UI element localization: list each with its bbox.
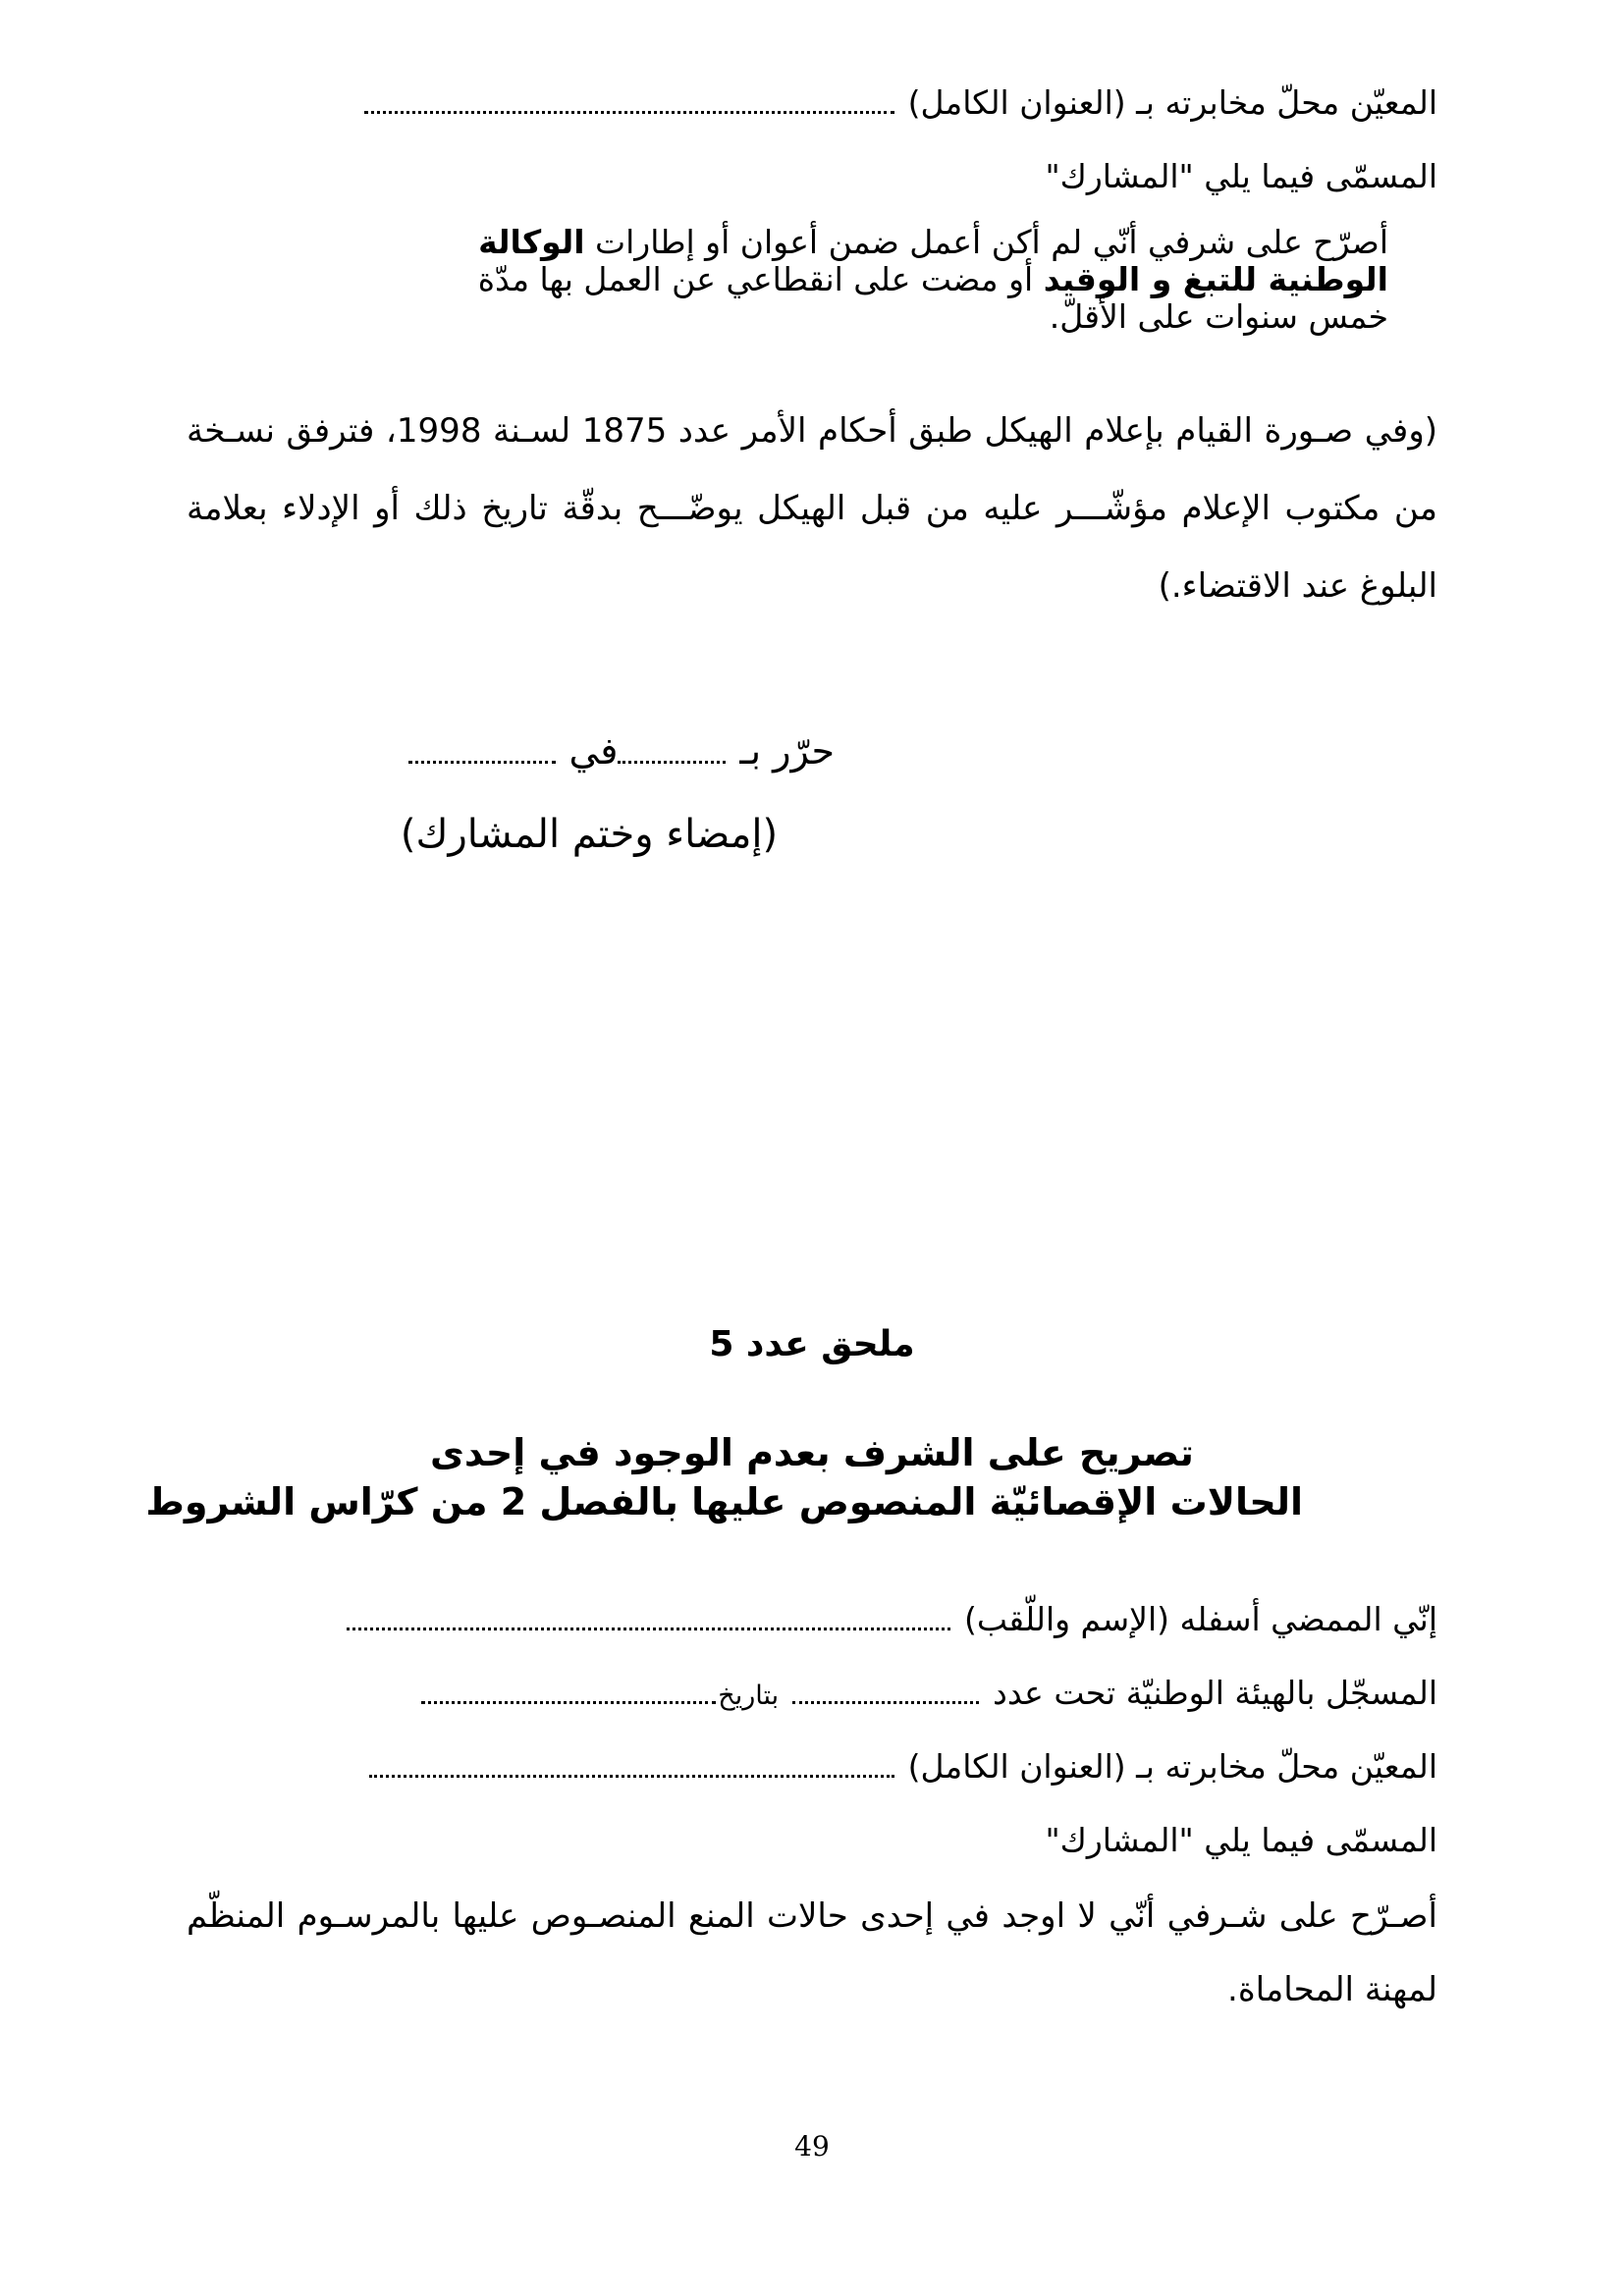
note-paragraph: (وفي صـورة القيام بإعلام الهيكل طبق أحكام الأمر عدد 1875 لسـنة 1998، فترفق نسـخة من مكتوب الإعلام مؤشّـــر عليه من قبل الهيكل يوضّـــح بدقّة تاريخ ذلك أو الإدلاء بعلامة البلوغ عند الاقتضاء.) — [187, 411, 1437, 606]
annex-heading-line-1: تصريح على الشرف بعدم الوجود في إحدى — [430, 1431, 1194, 1474]
registered-label: المسجّل بالهيئة الوطنيّة تحت عدد — [993, 1674, 1437, 1712]
date-dotted-field — [421, 1678, 716, 1704]
annex-address-line — [187, 1742, 1437, 1791]
signed-at-label: حرّر بـ — [739, 729, 835, 773]
annex-title: ملحق عدد 5 — [709, 1324, 915, 1364]
signed-line — [324, 724, 835, 777]
declaration-text-2: أو مضت على انقطاعي عن العمل بها مدّة خمس سنوات على الأقلّ. — [477, 260, 1388, 336]
annex-address-dotted-field — [369, 1751, 894, 1778]
annex-heading-line-2: الحالات الإقصائيّة المنصوص عليها بالفصل 2 من كرّاس الشروط — [145, 1480, 1303, 1523]
signed-on-dotted-field — [408, 735, 556, 764]
signed-at-dotted-field — [618, 735, 726, 764]
name-line — [187, 1595, 1437, 1644]
date-label: بتاريخ — [718, 1681, 780, 1711]
named-line: المسمّى فيما يلي "المشارك" — [1045, 157, 1437, 195]
annex-named-line: المسمّى فيما يلي "المشارك" — [1045, 1821, 1437, 1859]
declaration-paragraph — [397, 224, 1388, 336]
signed-on-label: في — [568, 729, 619, 773]
registration-number-dotted-field — [792, 1678, 979, 1704]
page-number: 49 — [794, 2130, 830, 2163]
address-line — [187, 79, 1437, 128]
address-dotted-field — [364, 87, 894, 114]
agency-name: الوكالة الوطنية للتبغ و الوقيد — [478, 223, 1388, 298]
annex-address-label: المعيّن محلّ مخابرته بـ (العنوان الكامل) — [907, 1747, 1437, 1786]
declaration-text-1: أصرّح على شرفي أنّي لم أكن أعمل ضمن أعوان أو إطارات — [584, 223, 1388, 261]
address-label: المعيّن محلّ مخابرته بـ (العنوان الكامل) — [907, 83, 1437, 122]
name-dotted-field — [347, 1604, 950, 1630]
registration-line — [187, 1669, 1437, 1721]
signature-label: (إمضاء وختم المشارك) — [400, 812, 779, 857]
annex-declaration: أصـرّح على شـرفي أنّي لا اوجد في إحدى حالات المنع المنصـوص عليها بالمرسـوم المنظّم لمهنة المحاماة. — [187, 1896, 1437, 2009]
name-label: إنّي الممضي أسفله (الإسم واللّقب) — [964, 1600, 1437, 1638]
